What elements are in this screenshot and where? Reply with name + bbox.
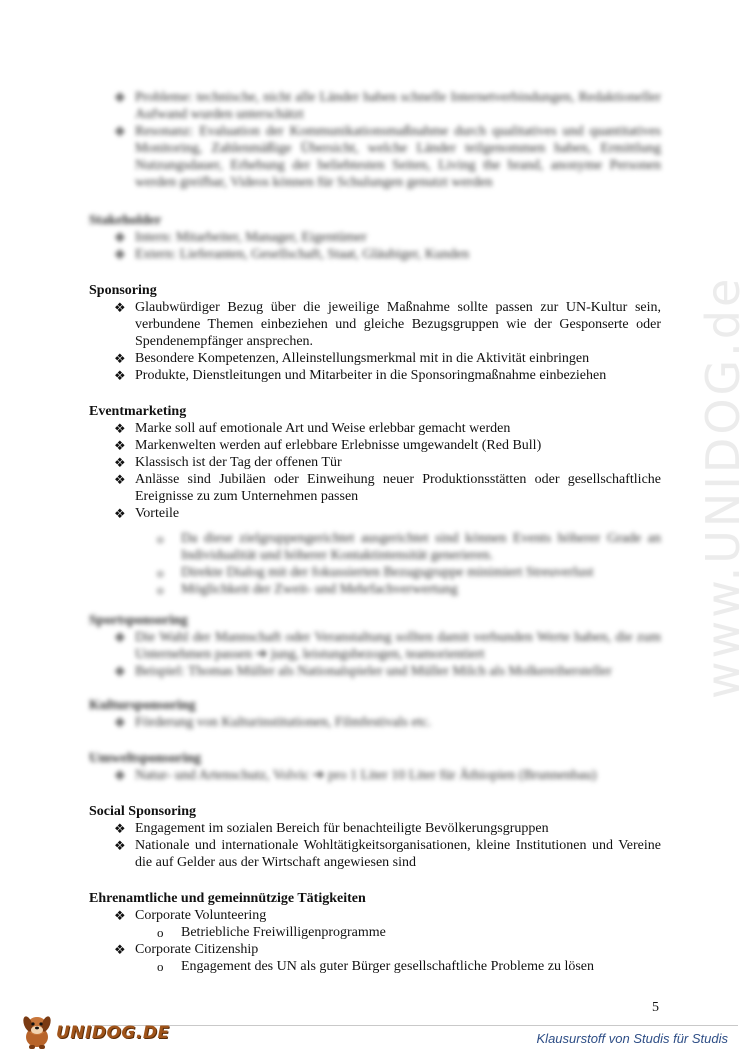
list-item: ❖ Glaubwürdiger Bezug über die jeweilige Maßnahme sollte passen zur UN-Kultur sein, verbundene Themen einbeziehen und gleiche Bezugsgruppen wie der Gesponserte oder Spendenempfänger ansprechen. xyxy=(114,300,661,349)
list-item: ❖ Corporate Volunteering xyxy=(114,908,267,923)
list-item: ❖ Corporate Citizenship xyxy=(114,942,259,957)
list-item: ❖ Marke soll auf emotionale Art und Weise erlebbar gemacht werden xyxy=(114,421,511,436)
list-item: ❖ Markenwelten werden auf erlebbare Erlebnisse umgewandelt (Red Bull) xyxy=(114,438,542,453)
unidog-logo[interactable] xyxy=(20,1013,170,1053)
bullet-icon: ❖ xyxy=(114,438,126,453)
blurred-section-top xyxy=(89,89,661,191)
section-heading: Ehrenamtliche und gemeinnützige Tätigkeiten xyxy=(89,891,366,906)
sub-bullet-icon: o xyxy=(157,582,164,597)
list-item: ❖ Anlässe sind Jubiläen oder Einweihung neuer Produktionsstätten oder gesellschaftliche Ereignisse zu zum Unternehmen passen xyxy=(114,472,661,504)
list-item: ❖ Beispiel: Thomas Müller als Nationalspieler und Müller Milch als Molkereihersteller xyxy=(114,664,612,679)
sub-list-item: o Da diese zielgruppengerichtet ausgerichtet sind können Events höherer Grade an Individualität und höherer Kontaktintensität generieren. xyxy=(157,531,661,563)
bullet-icon: ❖ xyxy=(114,421,126,436)
bullet-icon: ❖ xyxy=(114,247,126,262)
sub-list-item: o Möglichkeit der Zweit- und Mehrfachverwertung xyxy=(157,582,458,597)
bullet-icon: ❖ xyxy=(114,506,126,521)
bullet-icon: ❖ xyxy=(114,630,126,645)
section-ehrenamt xyxy=(89,890,661,975)
list-item: ❖ Natur- und Artenschutz, Volvic ➔ pro 1 Liter 10 Liter für Äthiopien (Brunnenbau) xyxy=(114,768,597,783)
sub-list-item: o Betriebliche Freiwilligenprogramme xyxy=(157,925,386,940)
section-heading: Eventmarketing xyxy=(89,404,187,419)
sub-bullet-icon: o xyxy=(157,959,164,974)
logo-text: UNIDOG.DE xyxy=(56,1023,170,1043)
list-item: ❖ Die Wahl der Mannschaft oder Veranstaltung sollten damit verbunden Werte haben, die zum Unternehmen passen ➔ jung, leistungsbezogen, teamorientiert xyxy=(114,630,661,662)
sub-bullet-icon: o xyxy=(157,565,164,580)
list-item: ❖ Extern: Lieferanten, Gesellschaft, Staat, Gläubiger, Kunden xyxy=(114,247,470,262)
bullet-icon: ❖ xyxy=(114,90,126,105)
section-eventmarketing xyxy=(89,403,661,598)
watermark: www.UNIDOG.de xyxy=(696,275,750,700)
section-stakeholder xyxy=(89,212,661,263)
list-item: ❖ Vorteile xyxy=(114,506,180,521)
page-number: 5 xyxy=(652,1000,659,1015)
section-kultursponsoring xyxy=(89,697,661,731)
section-heading: Kultursponsoring xyxy=(89,698,196,713)
bullet-icon: ❖ xyxy=(114,942,126,957)
bullet-icon: ❖ xyxy=(114,351,126,366)
section-sponsoring xyxy=(89,282,661,384)
list-item: ❖ Produkte, Dienstleitungen und Mitarbeiter in die Sponsoringmaßnahme einbeziehen xyxy=(114,368,607,383)
bullet-icon: ❖ xyxy=(114,368,126,383)
bullet-icon: ❖ xyxy=(114,300,126,315)
footer-note: Klausurstoff von Studis für Studis xyxy=(536,1031,728,1046)
list-item: ❖ Besondere Kompetenzen, Alleinstellungsmerkmal mit in die Aktivität einbringen xyxy=(114,351,590,366)
bullet-icon: ❖ xyxy=(114,908,126,923)
list-item: ❖ Intern: Mitarbeiter, Manager, Eigentümer xyxy=(114,230,367,245)
bullet-icon: ❖ xyxy=(114,472,126,487)
bullet-icon: ❖ xyxy=(114,715,126,730)
section-heading: Social Sponsoring xyxy=(89,804,196,819)
bullet-icon: ❖ xyxy=(114,230,126,245)
section-social-sponsoring xyxy=(89,803,661,871)
sub-list-item: o Direkte Dialog mit der fokussierten Bezugsgruppe minimiert Streuverlust xyxy=(157,565,594,580)
bullet-icon: ❖ xyxy=(114,455,126,470)
dog-icon xyxy=(20,1012,54,1055)
bullet-icon: ❖ xyxy=(114,838,126,853)
blurred-sub-list xyxy=(89,530,661,598)
bullet-icon: ❖ xyxy=(114,124,126,139)
bullet-icon: ❖ xyxy=(114,768,126,783)
list-item: ❖ Nationale und internationale Wohltätigkeitsorganisationen, kleine Institutionen und Vereine die auf Gelder aus der Wirtschaft angewiesen sind xyxy=(114,838,661,870)
section-heading: Umweltsponsoring xyxy=(89,751,202,766)
sub-list-item: o Engagement des UN als guter Bürger gesellschaftliche Probleme zu lösen xyxy=(157,959,595,974)
list-item: ❖ Klassisch ist der Tag der offenen Tür xyxy=(114,455,342,470)
section-heading: Stakeholder xyxy=(89,213,162,228)
section-umweltsponsoring xyxy=(89,750,661,784)
bullet-icon: ❖ xyxy=(114,821,126,836)
bullet-icon: ❖ xyxy=(114,664,126,679)
footer-divider xyxy=(92,1025,738,1026)
sub-bullet-icon: o xyxy=(157,531,164,546)
list-item: ❖ Probleme: technische, nicht alle Länder haben schnelle Internetverbindungen, Redaktioneller Aufwand wurden unterschätzt xyxy=(114,90,661,122)
sub-bullet-icon: o xyxy=(157,925,164,940)
list-item: ❖ Engagement im sozialen Bereich für benachteiligte Bevölkerungsgruppen xyxy=(114,821,549,836)
section-heading: Sportsponsoring xyxy=(89,613,188,628)
section-heading: Sponsoring xyxy=(89,283,157,298)
list-item: ❖ Resonanz: Evaluation der Kommunikationsmaßnahme durch qualitatives und quantitatives Monitoring, Zahlenmäßige Übersicht, welche Länder teilgenommen haben, Ermittlung Nutzungsdauer, Erhebung der beliebtesten Seiten, Living the brand, anonyme Personen werden greifbar, Videos können für Schulungen genutzt werden xyxy=(114,124,661,190)
list-item: ❖ Förderung von Kulturinstitutionen, Filmfestivals etc. xyxy=(114,715,432,730)
section-sportsponsoring xyxy=(89,612,661,680)
